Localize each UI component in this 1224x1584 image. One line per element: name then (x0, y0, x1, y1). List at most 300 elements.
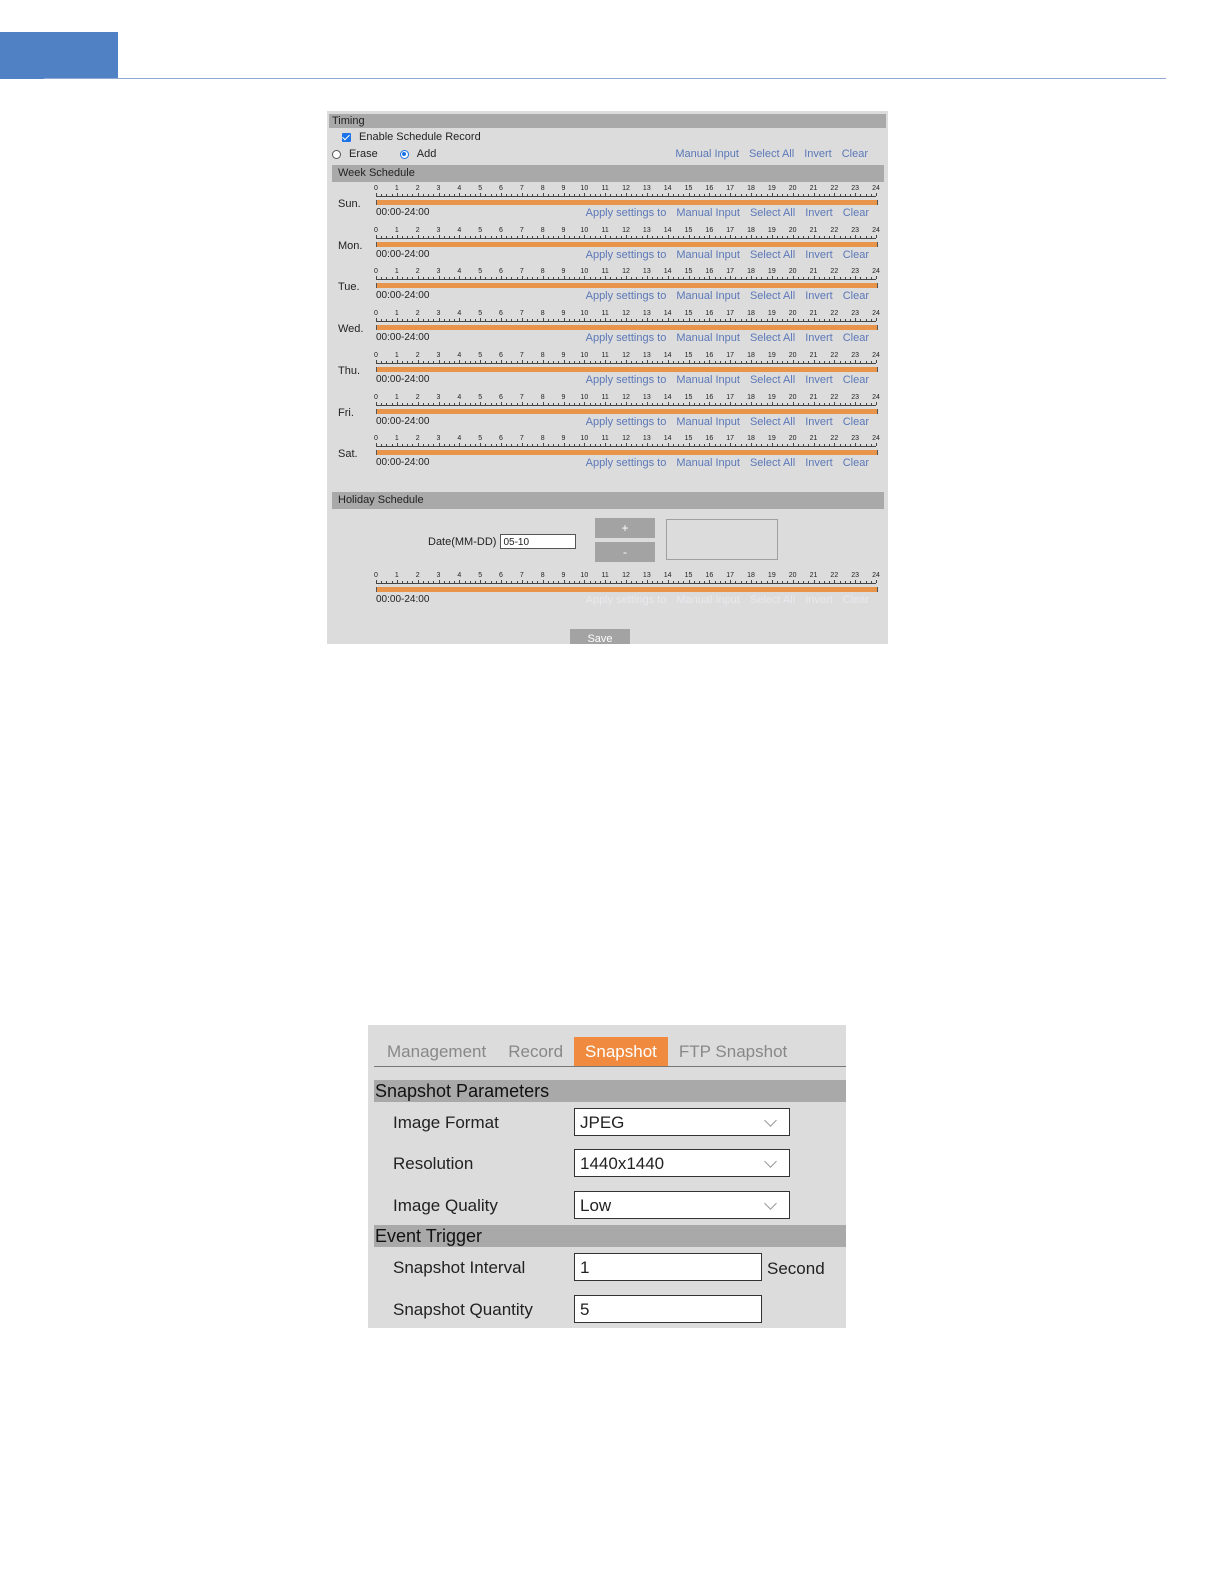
tick-mark (631, 361, 632, 363)
hour-tick-label: 10 (580, 351, 589, 359)
tick-mark (527, 277, 528, 279)
tick-mark (834, 580, 835, 583)
hour-tick-label: 13 (642, 393, 651, 401)
image-format-value: JPEG (580, 1113, 625, 1132)
tick-mark (454, 361, 455, 363)
schedule-bar[interactable] (376, 325, 878, 330)
tick-mark (761, 444, 762, 446)
hour-tick-label: 15 (684, 351, 693, 359)
tick-mark (840, 319, 841, 321)
resolution-select[interactable] (574, 1149, 790, 1177)
tick-mark (642, 319, 643, 321)
tick-mark (866, 277, 867, 279)
clear-link[interactable]: Clear (842, 457, 869, 470)
tick-mark (423, 581, 424, 583)
day-label: Fri. (338, 406, 354, 419)
tick-mark (532, 444, 533, 446)
tick-mark (548, 319, 549, 321)
invert-link[interactable]: Invert (805, 415, 833, 428)
tick-mark (610, 236, 611, 238)
hour-tick-label: 19 (767, 310, 776, 318)
tick-mark (517, 444, 518, 446)
hour-tick-label: 9 (561, 185, 566, 192)
tick-mark (808, 361, 809, 363)
tick-mark (746, 361, 747, 363)
tick-mark (662, 194, 663, 196)
tick-mark (860, 403, 861, 405)
tick-mark (808, 403, 809, 405)
holiday-date-input[interactable]: 05-10 (500, 534, 576, 549)
tick-mark (543, 193, 544, 196)
manual-input-link[interactable]: Manual Input (676, 457, 740, 470)
tick-mark (782, 403, 783, 405)
tick-mark (715, 277, 716, 279)
tick-mark (808, 319, 809, 321)
tick-mark (579, 194, 580, 196)
tick-mark (564, 235, 565, 238)
tick-mark (793, 276, 794, 279)
holiday-date-row (428, 534, 576, 549)
invert-link[interactable]: Invert (805, 373, 833, 386)
hour-tick-label: 11 (601, 268, 609, 276)
select-all-link[interactable]: Select All (749, 415, 796, 428)
snapshot-quantity-input[interactable]: 5 (574, 1295, 762, 1323)
tick-mark (777, 581, 778, 583)
tick-mark (730, 402, 731, 405)
time-range: 00:00-24:00 (376, 457, 430, 469)
snapshot-interval-input[interactable]: 1 (574, 1253, 762, 1281)
select-all-link[interactable]: Select All (749, 290, 796, 303)
invert-link[interactable]: Invert (805, 207, 833, 219)
hour-tick-label: 8 (540, 351, 545, 359)
tick-mark (683, 403, 684, 405)
select-all-link[interactable]: Select All (749, 457, 796, 470)
hour-tick-label: 6 (499, 185, 503, 192)
enable-schedule-row[interactable] (342, 130, 481, 144)
add-holiday-button[interactable]: + (595, 518, 655, 538)
tick-mark (662, 444, 663, 446)
tick-mark (584, 402, 585, 405)
tick-mark (845, 403, 846, 405)
tick-mark (767, 444, 768, 446)
tick-mark (840, 444, 841, 446)
holiday-date-label: Date(MM-DD) (428, 535, 497, 548)
hour-tick-label: 10 (580, 310, 589, 318)
apply-settings-link[interactable]: Apply settings to (585, 457, 667, 470)
hour-tick-label: 4 (457, 572, 462, 579)
tick-mark (579, 277, 580, 279)
tick-mark (673, 403, 674, 405)
tick-mark (480, 193, 481, 196)
tick-mark (418, 276, 419, 279)
tick-mark (725, 236, 726, 238)
tick-mark (527, 194, 528, 196)
tick-mark (751, 402, 752, 405)
tab-ftp-snapshot[interactable]: FTP Snapshot (678, 1042, 788, 1061)
tick-mark (439, 193, 440, 196)
tick-mark (782, 444, 783, 446)
clear-link[interactable]: Clear (842, 332, 869, 345)
tick-mark (626, 402, 627, 405)
tick-mark (511, 581, 512, 583)
tick-mark (407, 361, 408, 363)
tick-mark (491, 319, 492, 321)
tick-mark (595, 581, 596, 583)
tick-mark (465, 277, 466, 279)
hour-tick-label: 22 (830, 310, 839, 318)
tick-mark (517, 194, 518, 196)
tick-mark (621, 277, 622, 279)
manual-input-link[interactable]: Manual Input (676, 207, 740, 219)
tick-mark (439, 580, 440, 583)
holiday-list[interactable] (666, 519, 778, 560)
tick-mark (855, 318, 856, 321)
tick-mark (652, 444, 653, 446)
tick-mark (558, 319, 559, 321)
tick-mark (840, 403, 841, 405)
tab-snapshot[interactable]: Snapshot (574, 1037, 668, 1067)
apply-settings-link[interactable]: Apply settings to (585, 415, 667, 428)
snapshot-interval-unit: Second (767, 1259, 825, 1278)
hour-tick-label: 3 (436, 435, 441, 443)
tick-mark (444, 444, 445, 446)
tick-mark (402, 361, 403, 363)
apply-settings-link[interactable]: Apply settings to (585, 332, 667, 345)
add-radio[interactable] (400, 150, 409, 159)
schedule-bar[interactable] (376, 450, 878, 455)
tick-mark (689, 360, 690, 363)
clear-link[interactable]: Clear (842, 415, 869, 428)
tick-mark (876, 318, 877, 321)
hour-tick-label: 14 (663, 310, 672, 318)
tick-mark (527, 361, 528, 363)
tick-mark (423, 444, 424, 446)
apply-settings-link[interactable]: Apply settings to (585, 207, 667, 219)
tick-mark (386, 236, 387, 238)
tick-mark (439, 276, 440, 279)
hour-tick-label: 5 (478, 310, 483, 318)
tick-mark (392, 236, 393, 238)
tick-mark (725, 277, 726, 279)
tick-mark (767, 319, 768, 321)
hour-tick-label: 2 (415, 185, 420, 192)
tick-mark (662, 361, 663, 363)
hour-tick-label: 6 (499, 310, 503, 318)
tick-mark (610, 444, 611, 446)
schedule-bar[interactable] (376, 283, 878, 288)
tick-mark (444, 361, 445, 363)
tick-mark (569, 361, 570, 363)
tick-mark (845, 361, 846, 363)
tick-mark (465, 361, 466, 363)
tick-mark (491, 444, 492, 446)
schedule-bar[interactable] (376, 409, 878, 414)
tick-mark (735, 361, 736, 363)
tick-mark (532, 403, 533, 405)
tab-management[interactable]: Management (387, 1042, 487, 1061)
day-row (327, 185, 888, 227)
tick-mark (725, 403, 726, 405)
tick-mark (590, 194, 591, 196)
scale-baseline (376, 583, 876, 584)
tick-mark (537, 236, 538, 238)
clear-link[interactable]: Clear (842, 248, 869, 261)
tick-mark (657, 581, 658, 583)
tick-mark (819, 361, 820, 363)
tick-mark (574, 581, 575, 583)
tick-mark (709, 580, 710, 583)
tick-mark (511, 403, 512, 405)
hour-tick-label: 22 (830, 268, 839, 276)
tick-mark (699, 403, 700, 405)
tick-mark (689, 443, 690, 446)
select-all-link[interactable]: Select All (749, 373, 796, 386)
hour-tick-label: 12 (622, 572, 630, 579)
tick-mark (433, 319, 434, 321)
tick-mark (459, 360, 460, 363)
invert-link[interactable]: Invert (805, 457, 833, 470)
tick-mark (803, 361, 804, 363)
save-button[interactable]: Save (570, 629, 630, 644)
day-row (327, 352, 888, 394)
tick-mark (418, 235, 419, 238)
invert-link[interactable]: Invert (805, 248, 833, 261)
holiday-schedule-bar[interactable] (376, 587, 878, 592)
tick-mark (767, 581, 768, 583)
tick-mark (636, 361, 637, 363)
tick-mark (553, 319, 554, 321)
tick-mark (668, 235, 669, 238)
tick-mark (699, 319, 700, 321)
tick-mark (491, 361, 492, 363)
tick-mark (485, 194, 486, 196)
tick-mark (636, 277, 637, 279)
tick-mark (574, 403, 575, 405)
tick-mark (402, 277, 403, 279)
select-all-link[interactable]: Select All (749, 207, 796, 219)
tick-mark (470, 581, 471, 583)
tick-mark (834, 318, 835, 321)
hour-tick-label: 22 (830, 393, 839, 401)
select-all-link[interactable]: Select All (749, 332, 796, 345)
hour-tick-label: 18 (747, 435, 755, 443)
hour-tick-label: 20 (788, 268, 797, 276)
tick-mark (511, 319, 512, 321)
tab-record[interactable]: Record (508, 1042, 564, 1061)
tick-mark (866, 319, 867, 321)
manual-input-link[interactable]: Manual Input (676, 373, 740, 386)
apply-settings-link[interactable]: Apply settings to (585, 248, 667, 261)
image-format-select[interactable] (574, 1108, 790, 1136)
hour-tick-label: 18 (747, 268, 755, 276)
hour-tick-label: 10 (580, 185, 589, 192)
tick-mark (814, 360, 815, 363)
tick-mark (793, 402, 794, 405)
hour-tick-label: 7 (519, 351, 524, 359)
manual-input-link[interactable]: Manual Input (676, 290, 740, 303)
hour-tick-label: 2 (415, 226, 420, 234)
tick-mark (444, 277, 445, 279)
clear-link[interactable]: Clear (842, 373, 869, 386)
hour-tick-label: 1 (394, 226, 399, 234)
tick-mark (756, 277, 757, 279)
tick-mark (386, 194, 387, 196)
tick-mark (777, 361, 778, 363)
tick-mark (772, 360, 773, 363)
tick-mark (558, 236, 559, 238)
hour-tick-label: 24 (872, 351, 880, 359)
enable-schedule-checkbox[interactable] (342, 133, 351, 142)
tick-mark (506, 194, 507, 196)
tick-mark (537, 277, 538, 279)
holiday-schedule-header: Holiday Schedule (332, 492, 884, 509)
hour-tick-label: 14 (663, 226, 672, 234)
hour-tick-label: 7 (519, 435, 524, 443)
tick-mark (569, 403, 570, 405)
tick-mark (694, 444, 695, 446)
tick-mark (621, 403, 622, 405)
tick-mark (657, 319, 658, 321)
tick-mark (511, 236, 512, 238)
invert-link[interactable]: Invert (805, 290, 833, 303)
hour-tick-label: 9 (561, 572, 566, 579)
tick-mark (824, 403, 825, 405)
remove-holiday-button[interactable]: - (595, 542, 655, 562)
tick-mark (631, 403, 632, 405)
tick-mark (876, 443, 877, 446)
tick-mark (678, 277, 679, 279)
invert-link[interactable]: Invert (804, 148, 832, 160)
day-links (586, 457, 869, 469)
hour-tick-label: 18 (747, 351, 755, 359)
clear-link[interactable]: Clear (842, 290, 869, 303)
tick-mark (777, 194, 778, 196)
day-row (327, 435, 888, 477)
hour-tick-label: 17 (726, 572, 735, 579)
tick-mark (673, 236, 674, 238)
hour-tick-label: 13 (642, 572, 651, 579)
hour-tick-label: 4 (457, 185, 462, 192)
erase-radio[interactable] (332, 150, 341, 159)
tick-mark (652, 236, 653, 238)
tick-mark (590, 319, 591, 321)
tick-mark (636, 403, 637, 405)
tick-mark (449, 194, 450, 196)
tick-mark (485, 361, 486, 363)
hour-tick-label: 3 (436, 185, 441, 192)
apply-settings-link[interactable]: Apply settings to (585, 290, 667, 303)
tick-mark (840, 277, 841, 279)
tick-mark (751, 235, 752, 238)
tick-mark (433, 444, 434, 446)
hour-tick-label: 5 (478, 351, 483, 359)
tick-mark (511, 361, 512, 363)
hour-tick-label: 23 (851, 310, 860, 318)
tick-mark (553, 361, 554, 363)
tick-mark (564, 360, 565, 363)
hour-tick-label: 5 (478, 185, 483, 192)
hour-tick-label: 6 (499, 572, 503, 579)
clear-link[interactable]: Clear (841, 148, 868, 160)
schedule-bar[interactable] (376, 200, 878, 205)
tick-mark (517, 581, 518, 583)
tick-mark (631, 236, 632, 238)
tick-mark (709, 443, 710, 446)
invert-link[interactable]: Invert (805, 332, 833, 345)
hour-tick-label: 16 (705, 393, 714, 401)
tick-mark (642, 277, 643, 279)
apply-settings-link[interactable]: Apply settings to (585, 373, 667, 386)
tick-mark (412, 319, 413, 321)
day-links (586, 374, 869, 386)
tick-mark (402, 194, 403, 196)
tick-mark (605, 318, 606, 321)
schedule-bar[interactable] (376, 242, 878, 247)
hour-tick-label: 1 (394, 351, 399, 359)
tick-mark (720, 444, 721, 446)
hour-tick-label: 11 (601, 435, 609, 443)
tick-mark (798, 277, 799, 279)
time-range: 00:00-24:00 (376, 415, 430, 427)
tick-mark (814, 193, 815, 196)
hour-tick-label: 4 (457, 393, 462, 401)
tick-mark (496, 236, 497, 238)
tick-mark (689, 402, 690, 405)
hour-tick-label: 16 (705, 351, 714, 359)
hour-tick-label: 11 (601, 310, 609, 318)
tick-mark (412, 361, 413, 363)
tick-mark (798, 319, 799, 321)
hour-tick-label: 8 (540, 572, 545, 579)
hour-tick-label: 5 (478, 393, 483, 401)
tick-mark (564, 318, 565, 321)
tick-mark (470, 277, 471, 279)
tick-mark (855, 402, 856, 405)
manual-input-link[interactable]: Manual Input (676, 332, 740, 345)
image-quality-select[interactable] (574, 1191, 790, 1219)
tick-mark (626, 443, 627, 446)
select-all-link[interactable]: Select All (749, 248, 796, 261)
tick-mark (537, 444, 538, 446)
select-all-link[interactable]: Select All (748, 148, 795, 160)
tick-mark (834, 235, 835, 238)
schedule-bar[interactable] (376, 367, 878, 372)
day-links (586, 416, 869, 428)
manual-input-link[interactable]: Manual Input (676, 415, 740, 428)
tick-mark (657, 236, 658, 238)
tick-mark (459, 235, 460, 238)
tick-mark (787, 361, 788, 363)
hour-tick-label: 9 (561, 310, 566, 318)
tick-mark (381, 581, 382, 583)
tick-mark (616, 403, 617, 405)
hour-tick-label: 0 (374, 268, 378, 276)
clear-link[interactable]: Clear (842, 207, 869, 219)
manual-input-link[interactable]: Manual Input (676, 248, 740, 261)
tick-mark (454, 194, 455, 196)
tick-mark (845, 277, 846, 279)
manual-input-link[interactable]: Manual Input (675, 148, 739, 160)
hour-tick-label: 19 (767, 226, 776, 234)
tick-mark (506, 444, 507, 446)
tick-mark (642, 236, 643, 238)
tick-mark (782, 277, 783, 279)
tick-mark (376, 276, 377, 279)
tick-mark (449, 361, 450, 363)
hour-tick-label: 15 (684, 393, 693, 401)
tick-mark (423, 277, 424, 279)
tick-mark (428, 236, 429, 238)
